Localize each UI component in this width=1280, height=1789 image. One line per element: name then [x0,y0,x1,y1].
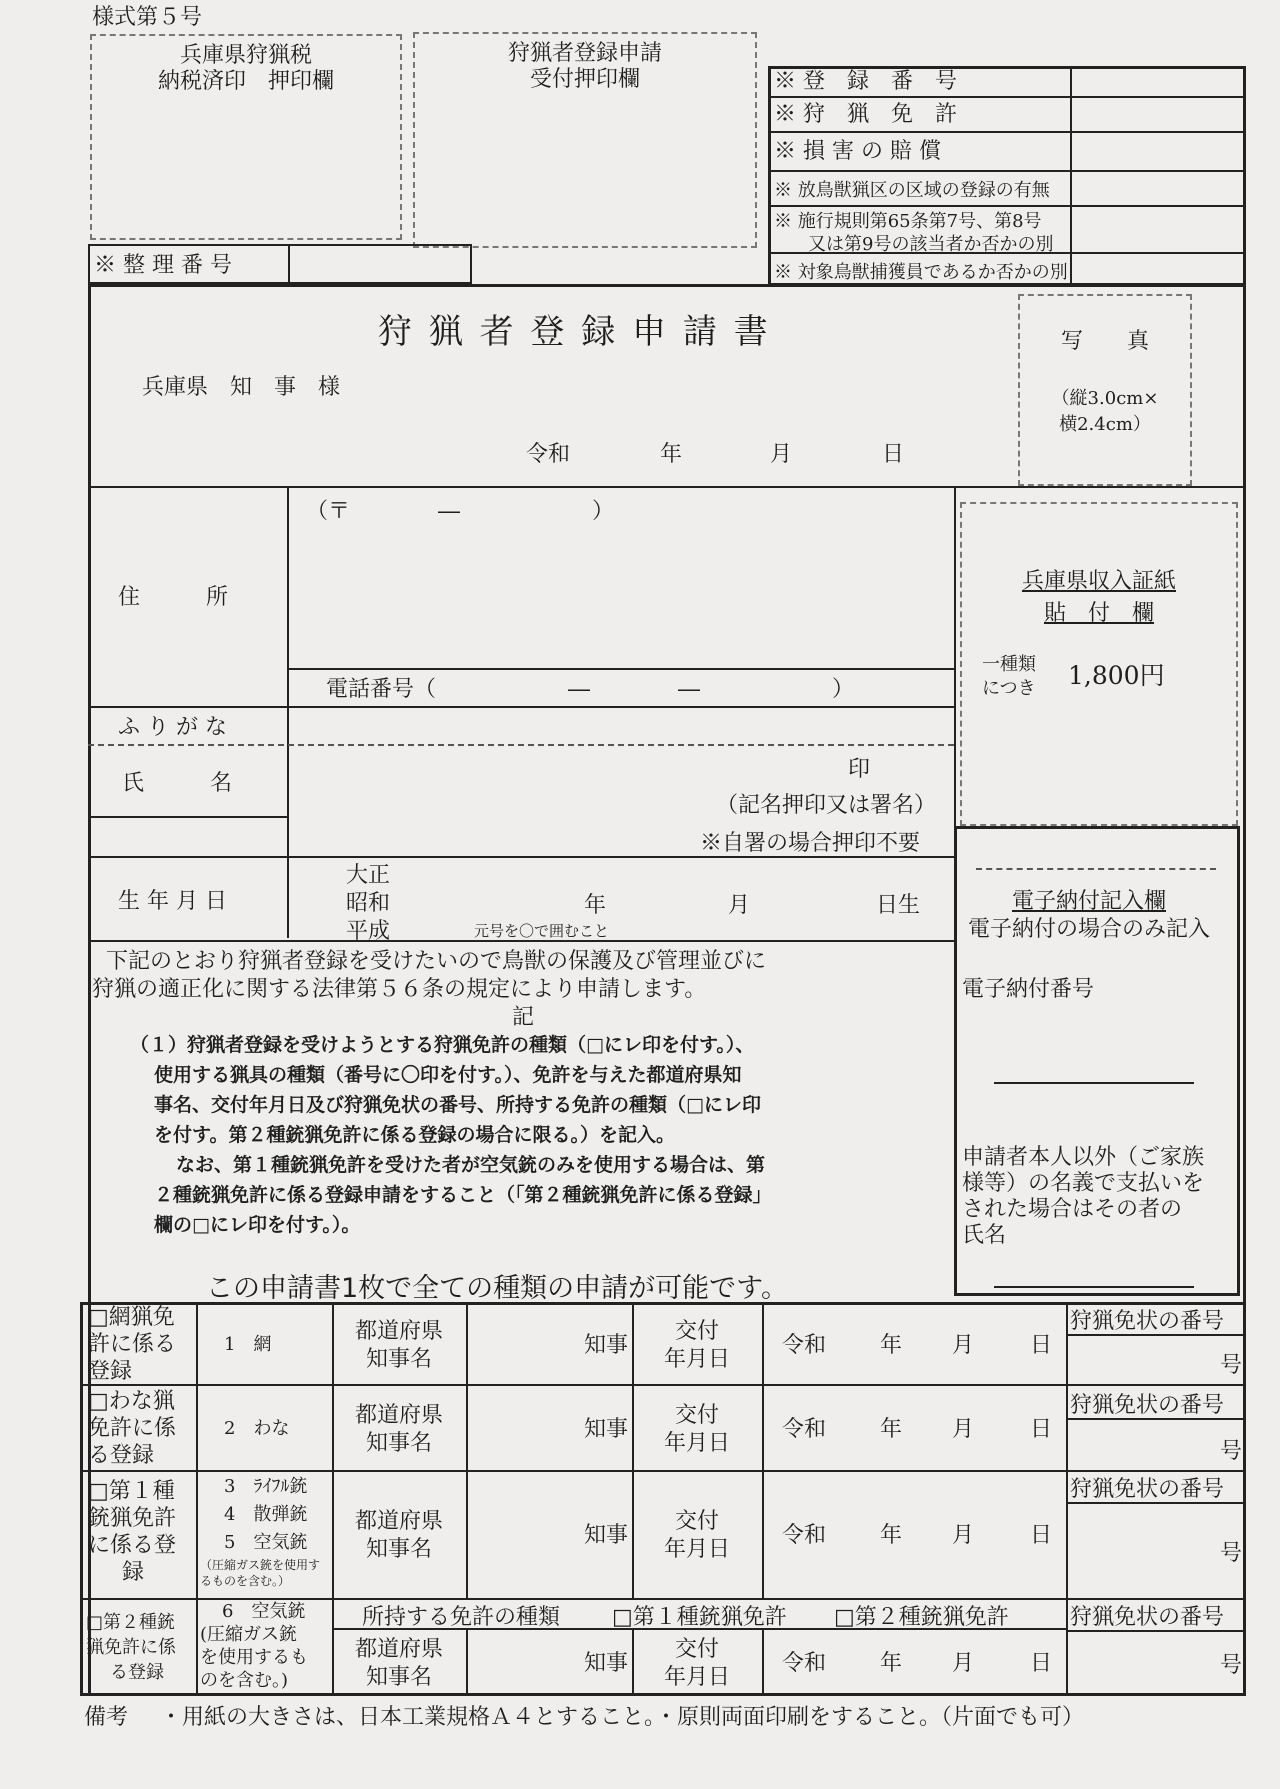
instruction-5: なお、第１種銃猟免許を受けた者が空気銃のみを使用する場合は、第 [176,1154,766,1176]
row4-category[interactable] [86,1610,176,1685]
photo-label: 写 真 [1060,329,1149,354]
capture-staff-label: ※ 対象鳥獣捕獲員であるか否かの別 [774,262,1068,283]
date-day-field[interactable] [806,434,876,466]
one-sheet-note: この申請書1枚で全ての種類の申請が可能です。 [206,1273,789,1304]
form-number: 様式第５号 [92,5,203,30]
row4-issue-label-2: 年月日 [663,1665,730,1690]
row3-license-number-label: 狩猟免状の番号 [1070,1477,1225,1502]
photo-box [1018,294,1192,486]
row1-category-line2: 許に係る [88,1332,177,1357]
stamp-amount: 1,800円 [1068,661,1165,690]
date-year: 年 [660,442,683,467]
row4-number-suffix: 号 [1220,1653,1243,1678]
row1-license-number-label: 狩猟免状の番号 [1070,1309,1225,1334]
row4-governor-field[interactable] [470,1632,580,1692]
row4-tool-line1: 6 空気銃 [222,1601,306,1622]
date-era: 令和 [526,442,571,467]
era-taisho[interactable]: 大正 [346,863,391,888]
row3-date-day: 日 [1030,1523,1053,1548]
damage-compensation-label: ※ 損 害 の 賠 償 [774,139,941,164]
row2-pref-label-2: 知事名 [365,1431,432,1456]
held-license-option-1[interactable]: □第１種銃猟免許 [612,1605,787,1630]
row2-date-month: 月 [952,1417,975,1442]
row2-category[interactable] [88,1388,176,1469]
row2-category-line1: □わな猟 [88,1389,175,1414]
instruction-4: を付す。第２種銃猟免許に係る登録の場合に限る。）を記入。 [154,1124,675,1146]
era-showa[interactable]: 昭和 [346,891,391,916]
row3-tool-1[interactable]: 3 ﾗｲﾌﾙ銃 [224,1476,308,1497]
e-payment-title: 電子納付記入欄 [1012,889,1167,914]
row3-category-line1: □第１種 [88,1479,175,1504]
row4-category-line3: る登録 [110,1662,164,1683]
row2-governor-field[interactable] [470,1388,580,1466]
row3-governor-field[interactable] [470,1474,580,1594]
registration-number-label: ※ 登 録 番 号 [774,69,957,94]
receipt-stamp-label-1: 狩猟者登録申請 [507,41,662,66]
row3-category-line2: 銃猟免許 [88,1506,177,1531]
row3-pref-label-1: 都道府県 [354,1509,443,1534]
remarks-label: 備考 [84,1705,129,1730]
row3-issue-label-2: 年月日 [663,1537,730,1562]
row2-category-line2: 免許に係 [88,1416,177,1441]
seal-note: （記名押印又は署名） [716,793,937,818]
signature-note: ※自署の場合押印不要 [700,831,921,856]
row3-tool-note-2: るものを含む。） [200,1574,291,1588]
tax-stamp-label-2: 納税済印 押印欄 [157,69,334,94]
instruction-2: 使用する猟具の種類（番号に〇印を付す。）、免許を与えた都道府県知 [154,1064,742,1086]
row3-category-line4: 録 [122,1560,145,1585]
row4-tool-line4: のを含む。) [200,1670,289,1691]
birth-day-field[interactable] [766,884,870,916]
furigana-label: ふ り が な [118,715,227,740]
receipt-stamp-label-2: 受付押印欄 [529,67,640,92]
row1-date-day: 日 [1030,1333,1053,1358]
addressee: 兵庫県 知 事 様 [142,375,341,400]
row3-category-line3: に係る登 [88,1533,177,1558]
e-payment-subtitle: 電子納付の場合のみ記入 [968,917,1211,942]
reference-number-field[interactable] [290,246,470,282]
birth-label: 生 年 月 日 [118,889,227,914]
row3-issue-label-1: 交付 [674,1509,719,1534]
birth-year: 年 [584,893,607,918]
phone-field[interactable] [448,672,938,704]
row4-pref-label-2: 知事名 [365,1665,432,1690]
row4-category-line2: 猟免許に係 [86,1637,176,1658]
hunting-license-label: ※ 狩 猟 免 許 [774,102,957,127]
row1-category[interactable] [88,1304,176,1385]
era-note: 元号を〇で囲むこと [474,922,610,940]
row4-license-number-field[interactable] [1070,1634,1220,1692]
furigana-field[interactable] [290,708,950,742]
row4-category-line1: □第２種銃 [86,1612,176,1633]
statement-line-2: 狩猟の適正化に関する法律第５６条の規定により申請します。 [92,977,707,1002]
row2-governor: 知事 [584,1417,629,1442]
row4-issue-label-1: 交付 [674,1637,719,1662]
address-label: 住 所 [118,585,229,610]
revenue-stamp-title-2: 貼 付 欄 [1043,601,1154,626]
row2-number-suffix: 号 [1220,1439,1243,1464]
row4-date-month: 月 [952,1651,975,1676]
other-payer-1: 申請者本人以外（ご家族 [962,1145,1205,1170]
e-payment-number-field[interactable] [992,1010,1192,1080]
per-type-label-2: につき [982,678,1036,699]
row4-tools[interactable] [200,1600,308,1692]
date-month-field[interactable] [700,434,760,466]
row2-date-era: 令和 [782,1417,827,1442]
other-payer-field[interactable] [992,1244,1192,1280]
photo-size-1: （縦3.0cm× [1051,388,1159,409]
date-year-field[interactable] [600,434,650,466]
row3-date-era: 令和 [782,1523,827,1548]
row3-date-month: 月 [952,1523,975,1548]
tax-stamp-box [90,34,402,240]
row4-governor: 知事 [584,1651,629,1676]
row3-governor: 知事 [584,1523,629,1548]
statement-line-1: 下記のとおり狩猟者登録を受けたいので鳥獣の保護及び管理並びに [106,949,767,974]
row3-tool-3[interactable]: 5 空気銃 [224,1532,308,1553]
other-payer-3: された場合はその者の [962,1197,1183,1222]
row4-date-era: 令和 [782,1651,827,1676]
row1-date-month: 月 [952,1333,975,1358]
held-license-option-2[interactable]: □第２種銃猟免許 [834,1605,1009,1630]
era-heisei[interactable]: 平成 [346,919,391,944]
birth-month-field[interactable] [620,884,720,916]
regulation-label-2: 又は第9号の該当者か否かの別 [808,234,1054,255]
row3-category[interactable] [88,1478,176,1586]
ki-mark: 記 [512,1005,535,1030]
row1-category-line1: □網猟免 [88,1305,175,1330]
instruction-6: ２種銃猟免許に係る登録申請をすること（「第２種銃猟免許に係る登録」 [154,1184,772,1206]
birth-month: 月 [728,893,751,918]
seal-mark: 印 [848,757,871,782]
form-title: 狩 猟 者 登 録 申 請 書 [378,312,771,352]
row1-pref-label-2: 知事名 [365,1347,432,1372]
row2-date-day: 日 [1030,1417,1053,1442]
row1-date-year: 年 [880,1333,903,1358]
date-month: 月 [770,442,793,467]
other-payer-4: 氏名 [962,1223,1007,1248]
instruction-1: （１）狩猟者登録を受けようとする狩猟免許の種類（□にレ印を付す。）、 [130,1034,755,1056]
birth-day: 日生 [876,893,921,918]
tax-stamp-label-1: 兵庫県狩猟税 [179,43,312,68]
per-type-label-1: 一種類 [982,654,1036,675]
row2-issue-label-1: 交付 [674,1403,719,1428]
instruction-3: 事名、交付年月日及び狩猟免状の番号、所持する免許の種類（□にレ印 [154,1094,761,1116]
remarks-text: ・用紙の大きさは、日本工業規格Ａ４とすること。・原則両面印刷をすること。（片面でも可） [160,1705,1085,1730]
row3-tool-note-1: （圧縮ガス銃を使用す [200,1558,321,1572]
row1-license-number-field[interactable] [1070,1338,1220,1380]
row3-pref-label-2: 知事名 [365,1537,432,1562]
row3-number-suffix: 号 [1220,1541,1243,1566]
date-day: 日 [882,442,905,467]
row1-number-suffix: 号 [1220,1353,1243,1378]
row1-governor-field[interactable] [470,1306,580,1380]
row4-pref-label-1: 都道府県 [354,1637,443,1662]
release-area-label: ※ 放鳥獣猟区の区域の登録の有無 [774,180,1050,201]
reference-number-label: ※ 整 理 番 号 [94,253,232,278]
photo-size-2: 横2.4cm） [1059,414,1151,435]
instruction-7: 欄の□にレ印を付す。）。 [154,1214,361,1236]
address-field[interactable] [290,520,952,666]
row1-issue-label-2: 年月日 [663,1347,730,1372]
postal-code: （〒 ― ） [306,499,615,524]
row2-license-number-field[interactable] [1070,1422,1220,1466]
row4-tool-line2: (圧縮ガス銃 [200,1624,298,1645]
revenue-stamp-box [960,502,1238,826]
revenue-stamp-title-1: 兵庫県収入証紙 [1021,569,1176,594]
row3-date-year: 年 [880,1523,903,1548]
row4-date-day: 日 [1030,1651,1053,1676]
row2-date-year: 年 [880,1417,903,1442]
birth-year-field[interactable] [480,884,576,916]
phone-line: 電話番号（ ― ― ） [326,677,855,702]
row2-license-number-label: 狩猟免状の番号 [1070,1393,1225,1418]
row1-tool[interactable]: 1 網 [224,1334,272,1355]
row1-date-era: 令和 [782,1333,827,1358]
row1-category-line3: 登録 [88,1359,133,1384]
row2-issue-label-2: 年月日 [663,1431,730,1456]
row4-tool-line3: を使用するも [200,1647,308,1668]
row2-category-line3: る登録 [88,1443,155,1468]
row1-governor: 知事 [584,1333,629,1358]
name-label: 氏 名 [122,771,233,796]
regulation-label-1: ※ 施行規則第65条第7号、第8号 [774,211,1042,232]
row4-license-number-label: 狩猟免状の番号 [1070,1605,1225,1630]
row2-tool[interactable]: 2 わな [224,1418,290,1439]
row1-issue-label-1: 交付 [674,1319,719,1344]
e-payment-number-label: 電子納付番号 [962,977,1095,1002]
row1-pref-label-1: 都道府県 [354,1319,443,1344]
row2-pref-label-1: 都道府県 [354,1403,443,1428]
other-payer-2: 様等）の名義で支払いを [962,1171,1205,1196]
row4-date-year: 年 [880,1651,903,1676]
receipt-stamp-box [413,32,757,248]
held-license-label: 所持する免許の種類 [362,1605,561,1630]
row3-tool-2[interactable]: 4 散弾銃 [224,1504,308,1525]
row3-license-number-field[interactable] [1070,1506,1220,1594]
